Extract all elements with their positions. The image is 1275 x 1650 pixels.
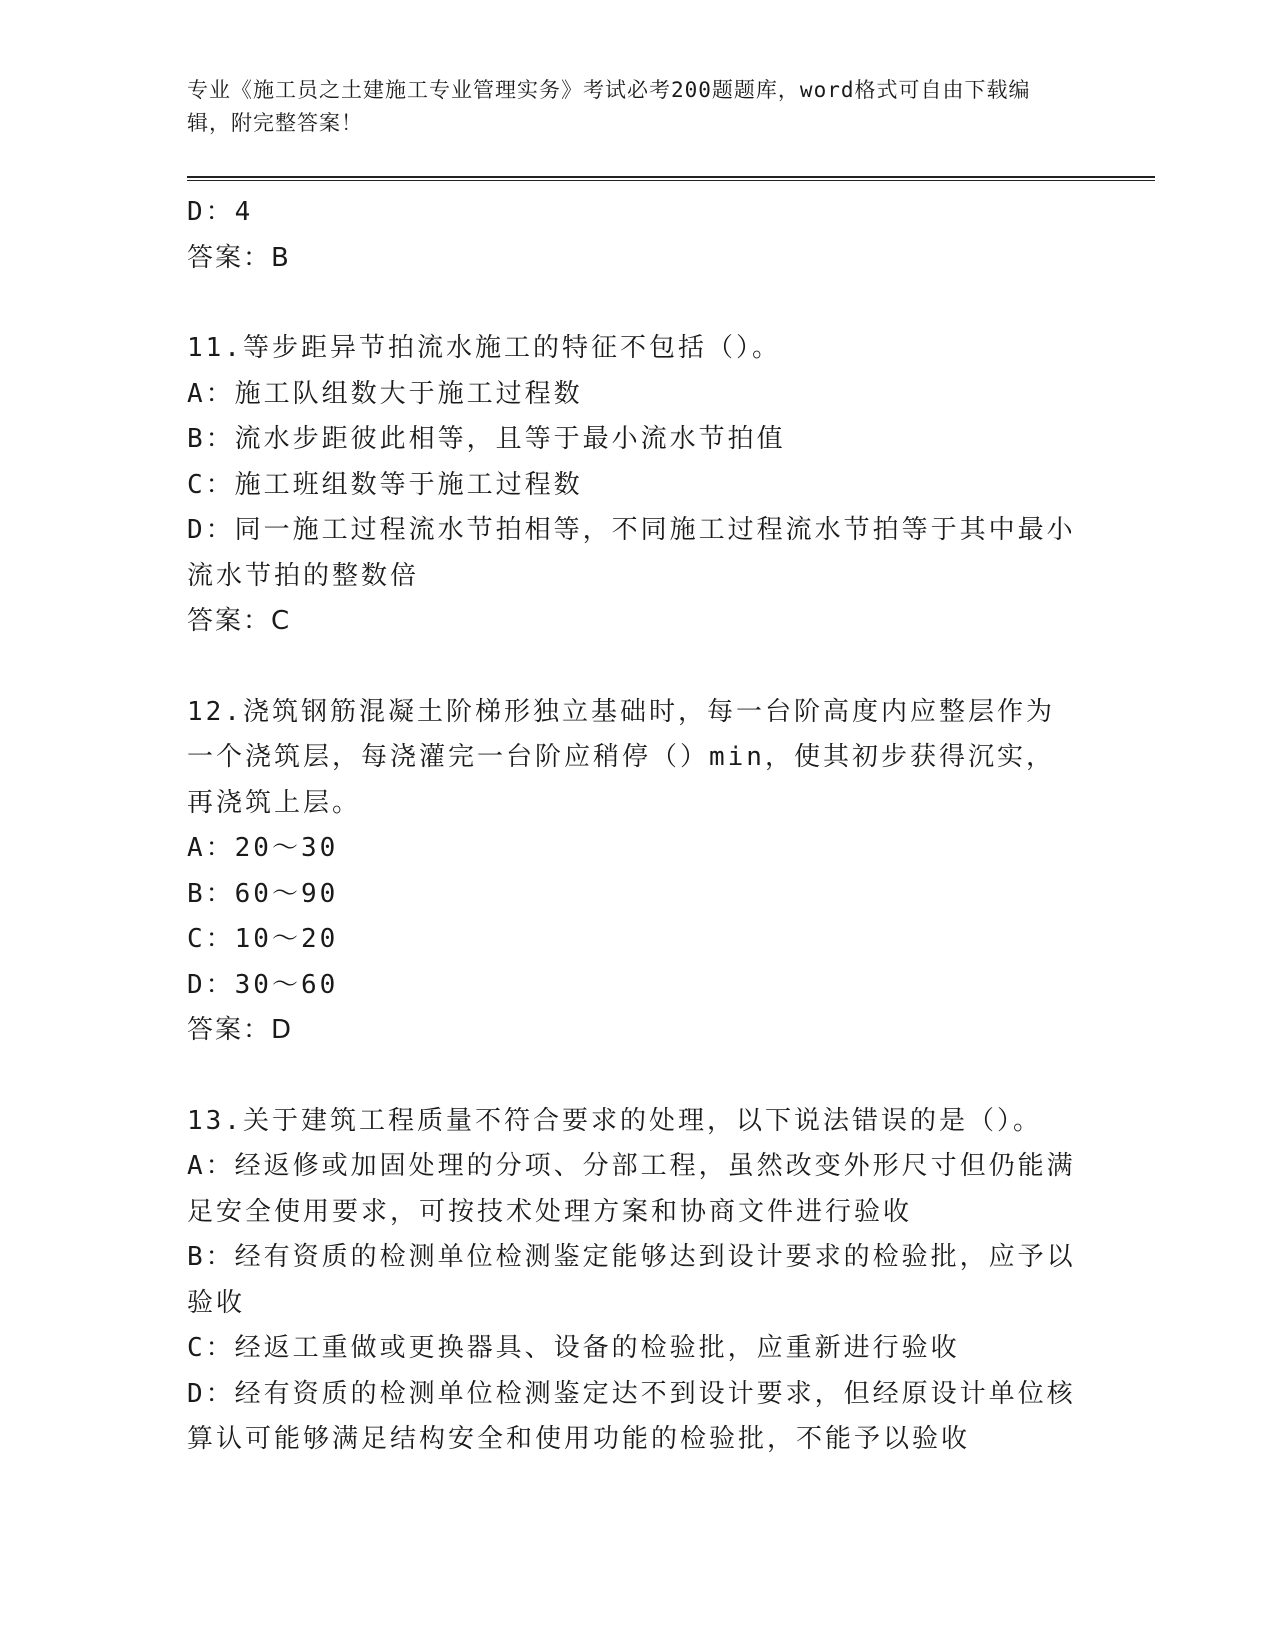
option-c: C：施工班组数等于施工过程数 <box>187 469 583 500</box>
document-body <box>187 190 1077 1463</box>
option-d: D：同一施工过程流水节拍相等，不同施工过程流水节拍等于其中最小流水节拍的整数倍 <box>187 515 1076 591</box>
answer-line: 答案：D <box>187 1015 294 1045</box>
option-d: D：经有资质的检测单位检测鉴定达不到设计要求，但经原设计单位核算认可能够满足结构安全和使用功能的检验批，不能予以验收 <box>187 1378 1076 1454</box>
document-header: 专业《施工员之土建施工专业管理实务》考试必考200题题库，word格式可自由下载编辑，附完整答案！ <box>187 78 1031 135</box>
option-d: D：30～60 <box>187 969 339 1000</box>
option-a: A：施工队组数大于施工过程数 <box>187 378 583 409</box>
answer-line: 答案：C <box>187 606 292 636</box>
option-b: B：经有资质的检测单位检测鉴定能够达到设计要求的检验批，应予以验收 <box>187 1242 1076 1318</box>
answer-line: 答案：B <box>187 242 291 273</box>
question-12 <box>187 690 1077 1054</box>
question-text: 13.关于建筑工程质量不符合要求的处理，以下说法错误的是（）。 <box>187 1105 1042 1136</box>
option-c: C：经返工重做或更换器具、设备的检验批，应重新进行验收 <box>187 1333 960 1363</box>
previous-question-tail <box>187 190 1077 281</box>
option-b: B：流水步距彼此相等，且等于最小流水节拍值 <box>187 424 786 454</box>
option-d: D：4 <box>187 197 254 227</box>
question-11 <box>187 326 1077 645</box>
question-text: 12.浇筑钢筋混凝土阶梯形独立基础时，每一台阶高度内应整层作为一个浇筑层，每浇灌完一台阶应稍停（）min，使其初步获得沉实，再浇筑上层。 <box>187 696 1055 818</box>
spacer <box>187 1054 1077 1099</box>
option-a: A：20～30 <box>187 833 339 863</box>
header-divider <box>187 176 1155 181</box>
option-c: C：10～20 <box>187 924 339 954</box>
spacer <box>187 281 1077 326</box>
spacer <box>187 645 1077 690</box>
question-text: 11.等步距异节拍流水施工的特征不包括（）。 <box>187 333 781 363</box>
option-b: B：60～90 <box>187 878 339 909</box>
option-a: A：经返修或加固处理的分项、分部工程，虽然改变外形尺寸但仍能满足安全使用要求，可按技术处理方案和协商文件进行验收 <box>187 1151 1076 1227</box>
question-13 <box>187 1099 1077 1463</box>
